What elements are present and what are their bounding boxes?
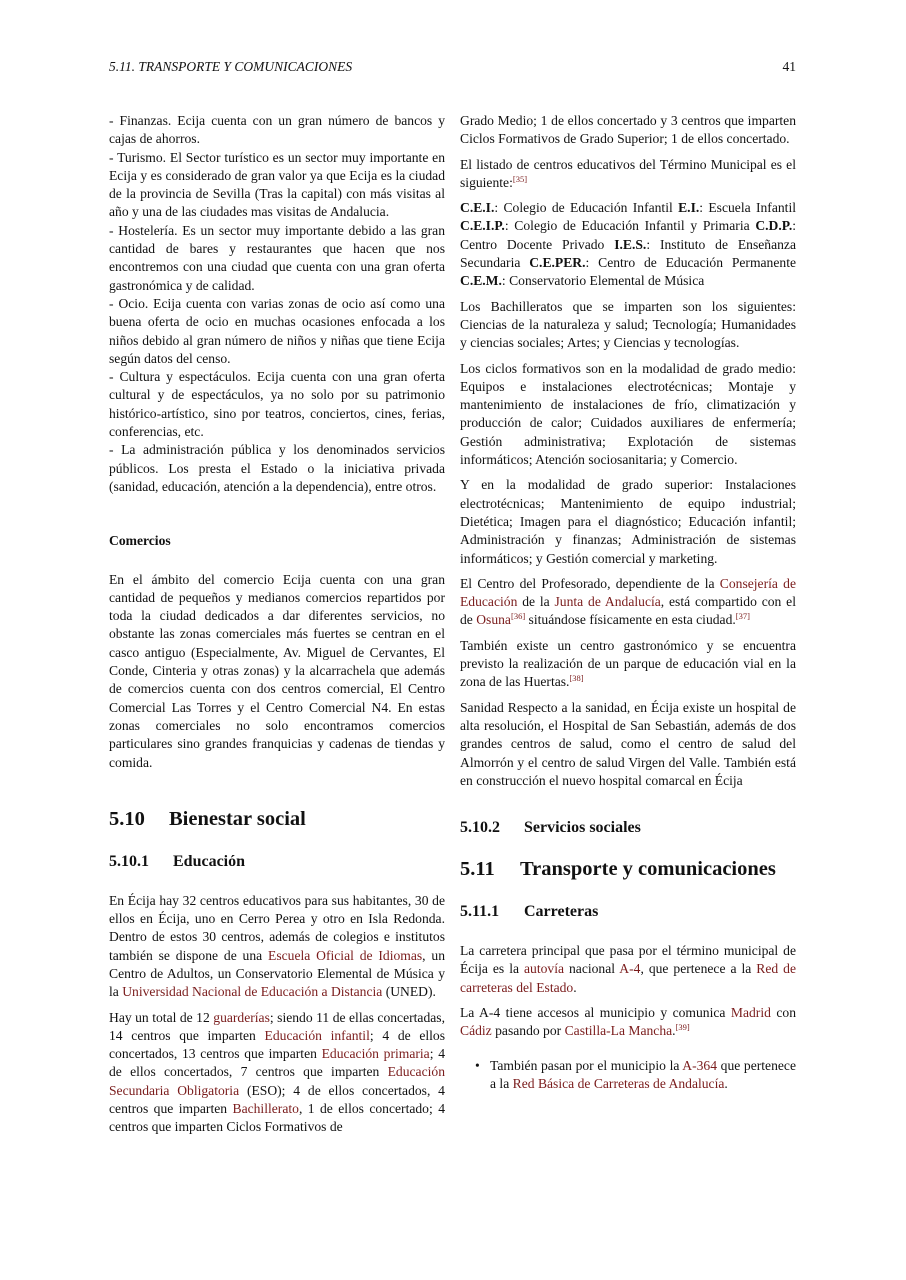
text-run: En Écija hay 32 centros educativos para sus habitantes, 30 de ellos en Écija, uno en Cerro Perea y otro en Isla Redonda. Dentro de estos 30 centros, además de colegios e institutos también se dispone de una (109, 892, 445, 963)
text-run: . (724, 1075, 728, 1091)
link-red-carreteras-estado[interactable]: Red de carreteras del Estado (460, 961, 796, 995)
abbr-value: : Instituto de Enseñanza Secundaria (460, 236, 796, 271)
running-title: 5.11. TRANSPORTE Y COMUNICACIONES (109, 59, 353, 74)
ciclos-medio-paragraph: Los ciclos formativos son en la modalidad de grado medio: Equipos e instalaciones electrotécnicas; Montaje y mantenimiento de instalaciones de frío, climatización y producción de calor; Cuidados auxiliares de enfermería; Gestión administrativa; Explotación de sistemas informáticos; Atención sociosanitaria; y Comercio. (460, 360, 796, 468)
text-run: El Centro del Profesorado, dependiente de la (460, 575, 720, 591)
text-run: También existe un centro gastronómico y se encuentra previsto la realización de un parque de educación vial en la zona de las Huertas. (460, 637, 796, 690)
text-run: , que pertenece a la (640, 961, 757, 977)
section-title: Bienestar social (169, 807, 306, 830)
link-educacion-infantil[interactable]: Educación infantil (264, 1027, 370, 1043)
text-run: ; siendo 11 de ellas concertadas, 14 centros que imparten (109, 1009, 445, 1043)
sector-finanzas: - Finanzas. Ecija cuenta con un gran número de bancos y cajas de ahorros. (109, 113, 445, 147)
abbr-value: : Centro Docente Privado (460, 218, 796, 252)
text-run: que pertenece a la (490, 1057, 796, 1091)
link-autovia[interactable]: autovía (524, 961, 565, 977)
link-red-basica-andalucia[interactable]: Red Básica de Carreteras de Andalucía (512, 1075, 725, 1091)
subsection-number: 5.10.1 (109, 852, 149, 870)
section-number: 5.10 (109, 807, 145, 830)
page-number: 41 (782, 59, 796, 74)
sanidad-paragraph: Sanidad Respecto a la sanidad, en Écija existe un hospital de alta resolución, el Hospital de San Sebastián, además de dos grandes centros de salud, como el centro de salud del Almorrón y el centro de salud Virgen del Valle. También está en construcción el nuevo hospital comarcal en Écija (460, 699, 796, 788)
ciclos-superior-paragraph: Y en la modalidad de grado superior: Instalaciones electrotécnicas; Mantenimiento de equipo industrial; Dietética; Imagen para el diagnóstico; Educación infantil; Administración y finanzas; Administración de sistemas informáticos; y Gestión comercial y marketing. (460, 477, 796, 566)
abbr-key: I.E.S. (614, 236, 647, 252)
comercios-heading: Comercios (109, 533, 171, 549)
link-a364[interactable]: A-364 (682, 1057, 718, 1073)
link-osuna[interactable]: Osuna (476, 612, 511, 628)
abbreviations-paragraph (460, 199, 796, 290)
subsection-title: Educación (173, 852, 246, 870)
text-run: pasando por (491, 1023, 565, 1039)
link-cadiz[interactable]: Cádiz (460, 1023, 492, 1039)
text-run: La A-4 tiene accesos al municipio y comunica (460, 1004, 731, 1020)
educacion-continuation: Grado Medio; 1 de ellos concertado y 3 centros que imparten Ciclos Formativos de Grado Superior; 1 de ellos concertado. (460, 113, 796, 147)
text-run: También pasan por el municipio la (490, 1057, 683, 1073)
citation-37[interactable]: [37] (735, 611, 750, 622)
listado-paragraph (460, 156, 796, 193)
right-column (460, 112, 796, 1093)
sector-ocio: - Ocio. Ecija cuenta con varias zonas de ocio así como una buena oferta de ocio en muchas ocasiones enfocada a los niños debido al gran número de niños y niñas que tiene Ecija según datos del censo. (109, 295, 445, 366)
subsection-heading-carreteras (460, 902, 796, 922)
citation-39[interactable]: [39] (675, 1022, 690, 1033)
text-run: El listado de centros educativos del Término Municipal es el siguiente: (460, 156, 796, 190)
text-run: de la (517, 594, 555, 610)
list-item (460, 1057, 796, 1094)
text-run: situándose físicamente en esta ciudad. (525, 612, 736, 628)
link-guarderias[interactable]: guarderías (213, 1009, 270, 1025)
abbr-value: : Conservatorio Elemental de Música (501, 273, 705, 289)
subsection-number: 5.11.1 (460, 903, 500, 921)
bullet-icon: • (475, 1057, 480, 1073)
cep-paragraph (460, 575, 796, 630)
link-escuela-idiomas[interactable]: Escuela Oficial de Idiomas (268, 947, 423, 963)
link-educacion-primaria[interactable]: Educación primaria (321, 1046, 430, 1062)
gastronomico-paragraph (460, 637, 796, 692)
sector-administracion: - La administración pública y los denominados servicios públicos. Los presta el Estado o la iniciativa privada (sanidad, educación, atención a la dependencia), entre otros. (109, 442, 445, 494)
abbr-key: C.D.P. (755, 218, 793, 234)
abbr-value: : Colegio de Educación Infantil (494, 200, 679, 216)
link-castilla-la-mancha[interactable]: Castilla-La Mancha (564, 1023, 673, 1039)
educacion-paragraph-1 (109, 892, 445, 1002)
educacion-paragraph-2 (109, 1009, 445, 1137)
sector-list (109, 112, 445, 496)
link-bachillerato[interactable]: Bachillerato (232, 1101, 299, 1117)
subsection-heading-educacion (109, 852, 445, 872)
link-madrid[interactable]: Madrid (730, 1004, 771, 1020)
link-a4[interactable]: A-4 (619, 961, 641, 977)
sector-cultura: - Cultura y espectáculos. Ecija cuenta con una gran oferta cultural y de espectáculos, ya no solo por su patrimonio histórico-artístico, sino por teatros, conciertos, cines, ferias, conferencias, etc. (109, 369, 445, 440)
text-run: Hay un total de 12 (109, 1009, 214, 1025)
text-run: (UNED). (382, 984, 436, 1000)
subsection-number: 5.10.2 (460, 819, 500, 837)
text-run: ; 4 de ellos concertados, 7 centros que imparten (109, 1046, 445, 1080)
section-heading-bienestar (109, 806, 445, 832)
text-run: La carretera principal que pasa por el término municipal de Écija es la (460, 943, 796, 977)
abbr-value: : Colegio de Educación Infantil y Primaria (504, 218, 756, 234)
subsection-heading-servicios (460, 818, 796, 838)
citation-38[interactable]: [38] (569, 673, 584, 684)
carreteras-paragraph-1 (460, 942, 796, 997)
left-column (109, 112, 445, 1144)
abbr-key: E.I. (678, 200, 700, 216)
abbr-key: C.E.I.P. (460, 218, 505, 234)
text-run: , está compartido con el de (460, 594, 796, 628)
section-number: 5.11 (460, 858, 495, 881)
sector-hosteleria: - Hostelería. Es un sector muy importante debido a las gran cantidad de bares y restaurantes que hacen que nos encontremos con una ciudad que cuenta con una gran oferta gastronómica y de calidad. (109, 222, 445, 293)
bachillerato-paragraph: Los Bachilleratos que se imparten son los siguientes: Ciencias de la naturaleza y salud; Tecnología; Humanidades y ciencias sociales; Artes; y Ciencias y tecnologías. (460, 298, 796, 351)
section-title: Transporte y comunicaciones (520, 858, 776, 881)
abbr-key: C.E.I. (460, 200, 495, 216)
section-heading-transporte (460, 856, 796, 882)
text-run: ; 4 de ellos concertados, 13 centros que imparten (109, 1027, 446, 1062)
carreteras-bullet-list (460, 1057, 796, 1094)
text-run: , 1 de ellos concertado; 4 centros que imparten Ciclos Formativos de (109, 1101, 445, 1135)
citation-36[interactable]: [36] (510, 611, 526, 622)
abbr-key: C.E.PER. (529, 255, 586, 271)
text-run: , un Centro de Adultos, un Conservatorio Elemental de Música y la (109, 947, 445, 1000)
abbr-value: : Escuela Infantil (699, 200, 796, 216)
sector-turismo: - Turismo. El Sector turístico es un sector muy importante en Ecija y es considerado de gran valor ya que Ecija es la ciudad de la provincia de Sevilla (Tras la capital) con más visitas al año y una de las ciudades mas visitas de Andalucia. (109, 149, 445, 220)
text-run: . (672, 1023, 676, 1039)
abbr-key: C.E.M. (460, 273, 502, 289)
text-run: nacional (564, 961, 620, 977)
text-run: . (573, 979, 577, 995)
subsection-title: Servicios sociales (524, 819, 641, 837)
link-junta-andalucia[interactable]: Junta de Andalucía (554, 594, 661, 610)
running-header (109, 57, 796, 77)
text-run: con (770, 1004, 797, 1020)
carreteras-paragraph-2 (460, 1004, 796, 1041)
link-uned[interactable]: Universidad Nacional de Educación a Distancia (122, 984, 383, 1000)
abbr-value: : Centro de Educación Permanente (585, 255, 796, 271)
link-eso[interactable]: Educación Secundaria Obligatoria (109, 1064, 445, 1098)
subsection-title: Carreteras (524, 903, 599, 921)
link-consejeria[interactable]: Consejería de Educación (460, 575, 796, 610)
comercios-paragraph: En el ámbito del comercio Ecija cuenta con una gran cantidad de pequeños y medianos comercios repartidos por toda la ciudad dedicados a dar diferentes servicios, no obstante las zonas comerciales más fuertes se centran en el casco antiguo (Especialmente, Av. Miguel de Cervantes, El Conde, Cinteria y otras zonas) y la alcarrachela que además de comercios cuenta con dos centros comercial, El Centro Comercial Las Torres y el Centro Comercial N4. En estas zonas comerciales no solo encontramos comercios particulares sino grandes franquicias y cadenas de tiendas y comida. (109, 571, 445, 770)
text-run: (ESO); 4 de ellos concertados, 4 centros que imparten (109, 1082, 445, 1117)
citation-35[interactable]: [35] (512, 173, 528, 184)
